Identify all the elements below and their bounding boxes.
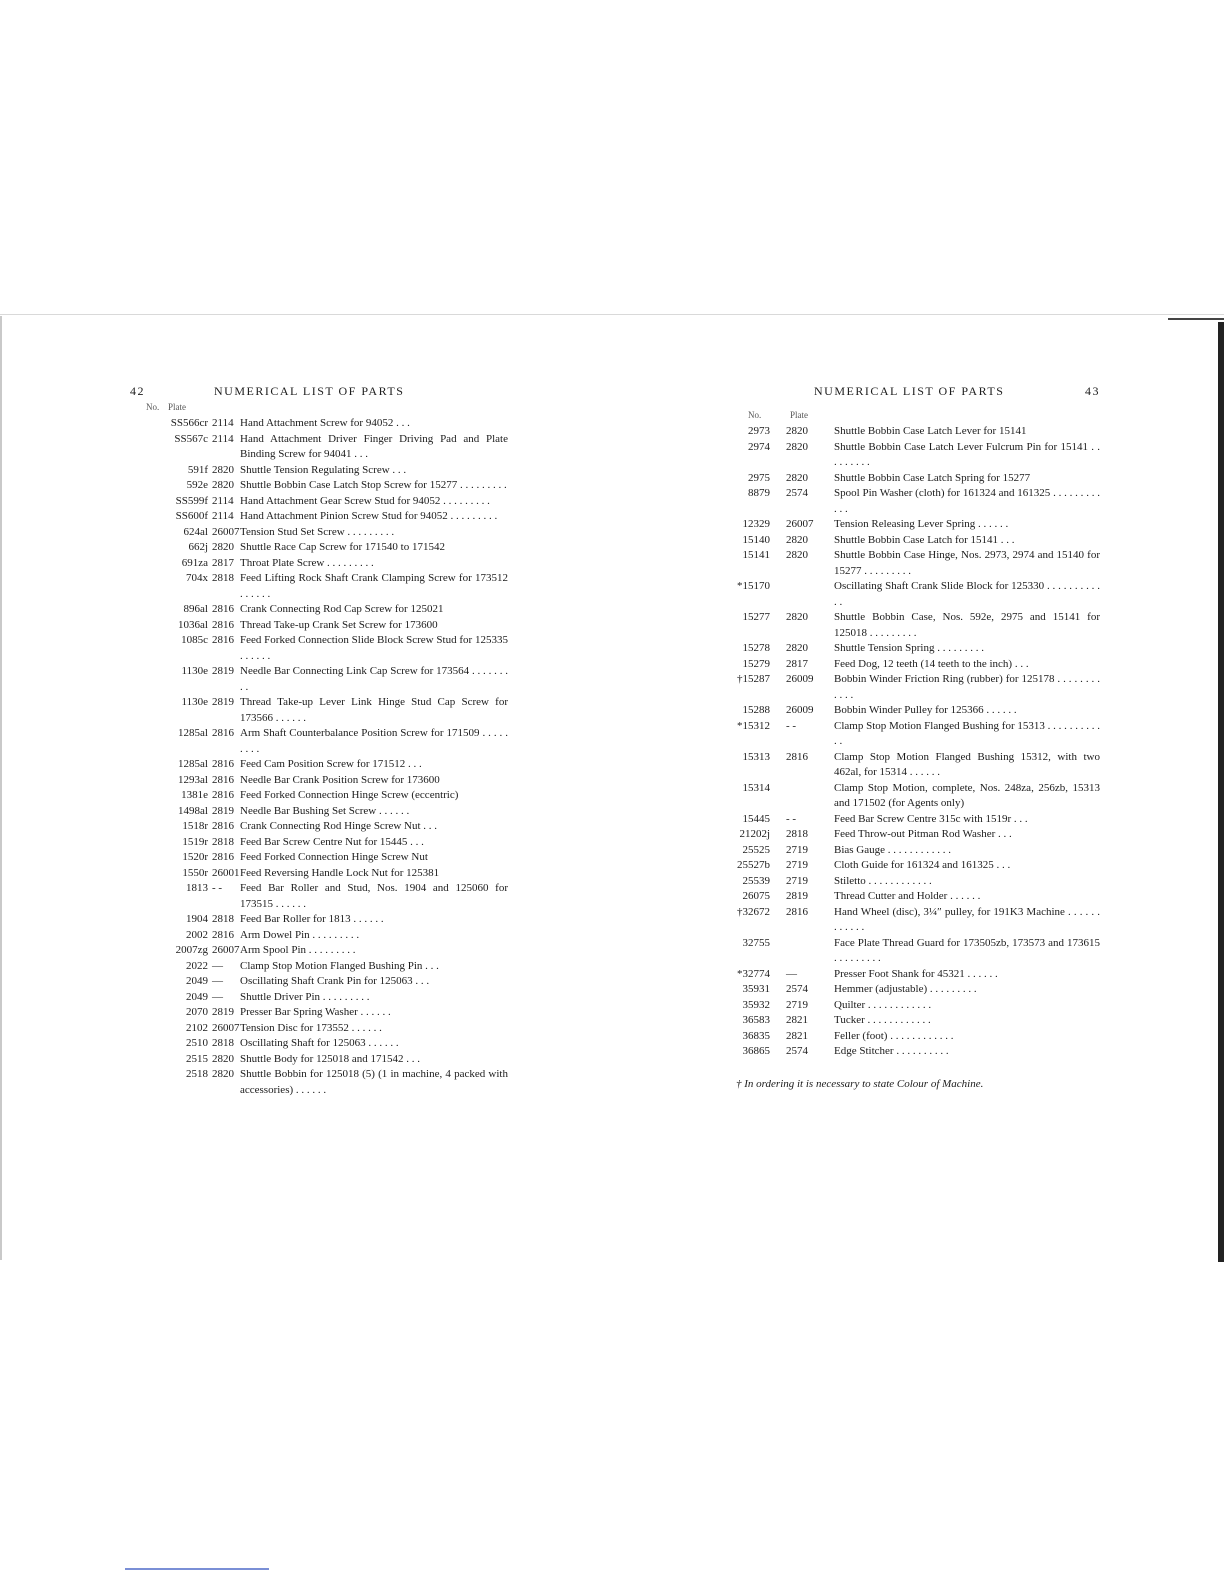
part-row [730, 657, 1100, 673]
part-description: Shuttle Driver Pin . . . . . . . . . [240, 990, 370, 1003]
plate-number: 2819 [786, 890, 808, 902]
part-row [730, 858, 1100, 874]
scan-top-right-mark [1168, 318, 1224, 320]
part-number: 592e [186, 479, 208, 491]
part-row [730, 610, 1100, 641]
part-description: Feed Throw-out Pitman Rod Washer . . . [834, 828, 1012, 840]
part-number: 1285al [178, 727, 208, 739]
part-description: Shuttle Bobbin Case Latch Stop Screw for 15277 . . . . . . . . . [240, 479, 507, 491]
part-number: †15287 [737, 673, 770, 685]
plate-number: 2820 [786, 440, 808, 453]
part-row [730, 889, 1100, 905]
plate-number: 2816 [786, 905, 808, 918]
part-number: 1550r [182, 866, 208, 879]
column-header-no: No. [748, 410, 762, 420]
column-header-no: No. [146, 402, 160, 412]
scan-right-edge [1218, 322, 1224, 1262]
part-description: Bias Gauge . . . . . . . . . . . . [834, 843, 952, 856]
part-row [730, 579, 1100, 610]
part-row [730, 998, 1100, 1014]
part-description: Clamp Stop Motion Flanged Bushing Pin . . . [240, 959, 439, 972]
part-number: *15312 [737, 719, 770, 732]
part-description: Feed Forked Connection Hinge Screw Nut [240, 851, 428, 863]
part-description: Hemmer (adjustable) . . . . . . . . . [834, 983, 977, 995]
part-number: 2002 [186, 928, 208, 941]
part-row [730, 424, 1100, 440]
part-row [128, 1005, 508, 1021]
scan-top-line [0, 314, 1224, 315]
plate-number: 2819 [212, 804, 234, 817]
footnote: † In ordering it is necessary to state Colour of Machine. [736, 1077, 984, 1090]
part-description: Spool Pin Washer (cloth) for 161324 and 161325 . . . . . . . . . . . . [834, 487, 1100, 515]
part-row [730, 843, 1100, 859]
part-description: Shuttle Tension Regulating Screw . . . [240, 463, 407, 476]
part-number: 704x [186, 572, 208, 584]
plate-number: 2820 [212, 1052, 234, 1065]
part-number: 25527b [737, 859, 770, 871]
plate-number: 2820 [212, 1068, 234, 1080]
plate-number: 2719 [786, 843, 808, 856]
part-row [128, 416, 508, 432]
part-description: Shuttle Bobbin Case Hinge, Nos. 2973, 2974 and 15140 for 15277 . . . . . . . . . [834, 549, 1100, 577]
part-row [128, 990, 508, 1006]
scan-left-edge [0, 316, 2, 1260]
part-description: Thread Cutter and Holder . . . . . . [834, 890, 981, 902]
plate-number: 2816 [212, 634, 234, 646]
part-row [730, 874, 1100, 890]
part-row [128, 835, 508, 851]
part-description: Presser Foot Shank for 45321 . . . . . . [834, 967, 998, 980]
plate-number: 26007 [212, 944, 240, 956]
part-row [128, 1067, 508, 1098]
part-description: Feed Forked Connection Hinge Screw (eccentric) [240, 789, 459, 801]
part-number: 35931 [742, 983, 770, 995]
part-number: 591f [187, 463, 208, 476]
part-number: 662j [188, 541, 208, 553]
part-number: SS566cr [170, 417, 208, 429]
part-row [128, 494, 508, 510]
part-number: 26075 [742, 890, 770, 902]
plate-number: 2816 [212, 603, 234, 615]
part-description: Hand Attachment Pinion Screw Stud for 94052 . . . . . . . . . [240, 510, 498, 522]
part-row [128, 804, 508, 820]
part-description: Hand Attachment Gear Screw Stud for 94052 . . . . . . . . . [240, 494, 490, 507]
part-number: 15288 [742, 704, 770, 716]
part-description: Feed Bar Screw Centre Nut for 15445 . . . [240, 835, 424, 848]
part-row [128, 1052, 508, 1068]
part-description: Needle Bar Bushing Set Screw . . . . . . [240, 804, 410, 817]
part-row [128, 618, 508, 634]
part-row [730, 1044, 1100, 1060]
part-number: 1130e [181, 665, 208, 677]
left-page [128, 384, 508, 1098]
part-number: 2007zg [175, 944, 208, 956]
part-description: Oscillating Shaft Crank Pin for 125063 . . . [240, 975, 430, 987]
part-description: Stiletto . . . . . . . . . . . . [834, 874, 932, 887]
part-row [128, 773, 508, 789]
part-row [730, 936, 1100, 967]
part-row [730, 967, 1100, 983]
part-row [730, 440, 1100, 471]
part-number: 1498al [178, 804, 208, 817]
part-description: Thread Take-up Crank Set Screw for 173600 [240, 618, 438, 631]
plate-number: 2816 [212, 928, 234, 941]
plate-number: 2719 [786, 859, 808, 871]
plate-number: 2819 [212, 665, 234, 677]
part-row [730, 1029, 1100, 1045]
plate-number: - - [212, 882, 223, 894]
part-description: Clamp Stop Motion Flanged Bushing 15312, with two 462al, for 15314 . . . . . . [834, 750, 1100, 778]
part-description: Cloth Guide for 161324 and 161325 . . . [834, 859, 1011, 871]
plate-number: 2816 [212, 727, 234, 739]
part-description: Crank Connecting Rod Hinge Screw Nut . . . [240, 820, 438, 832]
part-number: 15313 [742, 750, 770, 763]
part-number: 25539 [742, 874, 770, 887]
part-number: 35932 [742, 998, 770, 1011]
part-description: Shuttle Race Cap Screw for 171540 to 171542 [240, 541, 445, 553]
part-row [128, 928, 508, 944]
part-description: Shuttle Bobbin for 125018 (5) (1 in machine, 4 packed with accessories) . . . . . . [240, 1068, 508, 1096]
part-number: 1519r [182, 835, 208, 848]
plate-number: 2820 [786, 425, 808, 437]
part-number: 1520r [182, 851, 208, 863]
plate-number: 2816 [212, 789, 234, 801]
part-description: Clamp Stop Motion Flanged Bushing for 15313 . . . . . . . . . . . . [834, 719, 1100, 747]
plate-number: — [786, 967, 797, 980]
plate-number: 2816 [212, 758, 234, 770]
part-description: Quilter . . . . . . . . . . . . [834, 998, 932, 1011]
part-number: 15140 [742, 533, 770, 546]
part-row [128, 571, 508, 602]
link-underline [125, 1568, 269, 1570]
part-row [128, 757, 508, 773]
part-row [730, 703, 1100, 719]
part-row [128, 695, 508, 726]
part-row [128, 912, 508, 928]
part-description: Tension Disc for 173552 . . . . . . [240, 1021, 382, 1034]
part-number: 2518 [186, 1068, 208, 1080]
part-row [730, 905, 1100, 936]
plate-number: - - [786, 719, 797, 732]
part-row [730, 517, 1100, 533]
plate-number: 2719 [786, 998, 808, 1011]
plate-number: 2816 [212, 773, 234, 786]
column-header-plate: Plate [168, 402, 186, 412]
plate-number: 2820 [786, 471, 808, 484]
part-row [128, 819, 508, 835]
part-row [730, 641, 1100, 657]
part-row [128, 974, 508, 990]
plate-number: 26001 [212, 866, 240, 879]
part-description: Hand Attachment Screw for 94052 . . . [240, 417, 410, 429]
plate-number: 2114 [212, 494, 234, 507]
part-description: Arm Dowel Pin . . . . . . . . . [240, 928, 360, 941]
part-description: Hand Wheel (disc), 3¼″ pulley, for 191K3 Machine . . . . . . . . . . . . [834, 905, 1100, 933]
left-running-head [128, 384, 508, 402]
part-description: Face Plate Thread Guard for 173505zb, 173573 and 173615 . . . . . . . . . [834, 936, 1100, 964]
part-number: 1813 [186, 882, 208, 894]
part-row [128, 866, 508, 882]
part-description: Feed Dog, 12 teeth (14 teeth to the inch) . . . [834, 657, 1029, 670]
column-headers [730, 410, 1100, 424]
plate-number: 26009 [786, 704, 814, 716]
part-description: Arm Shaft Counterbalance Position Screw for 171509 . . . . . . . . . [240, 727, 508, 755]
part-row [730, 548, 1100, 579]
part-number: SS600f [175, 510, 208, 522]
plate-number: 26007 [212, 1021, 240, 1034]
part-number: 21202j [739, 828, 770, 840]
part-number: 15279 [742, 657, 770, 670]
part-number: SS599f [175, 494, 208, 507]
part-number: 2022 [186, 959, 208, 972]
part-number: 15277 [742, 611, 770, 623]
plate-number: 2820 [786, 549, 808, 561]
part-number: 32755 [742, 936, 770, 949]
part-number: 1904 [186, 913, 208, 925]
part-description: Bobbin Winder Friction Ring (rubber) for 125178 . . . . . . . . . . . . [834, 673, 1100, 701]
part-description: Presser Bar Spring Washer . . . . . . [240, 1006, 391, 1018]
part-row [730, 982, 1100, 998]
plate-number: 26007 [786, 518, 814, 530]
part-number: 12329 [742, 518, 770, 530]
part-description: Oscillating Shaft Crank Slide Block for 125330 . . . . . . . . . . . . [834, 580, 1100, 608]
plate-number: 2816 [212, 820, 234, 832]
part-description: Arm Spool Pin . . . . . . . . . [240, 944, 356, 956]
plate-number: 2817 [212, 556, 234, 569]
part-row [730, 486, 1100, 517]
part-description: Shuttle Bobbin Case Latch Lever Fulcrum Pin for 15141 . . . . . . . . . [834, 440, 1100, 468]
part-row [128, 509, 508, 525]
part-number: 1381e [181, 789, 208, 801]
column-header-plate: Plate [790, 410, 808, 420]
plate-number: 2820 [212, 463, 234, 476]
plate-number: 2816 [786, 750, 808, 763]
part-number: 2049 [186, 975, 208, 987]
part-number: 1518r [182, 820, 208, 832]
parts-list [730, 424, 1100, 1060]
part-row [128, 556, 508, 572]
part-number: 1293al [178, 773, 208, 786]
part-number: 15445 [742, 812, 770, 825]
plate-number: 2574 [786, 983, 808, 995]
part-description: Feed Bar Screw Centre 315c with 1519r . . . [834, 812, 1028, 825]
part-number: 2070 [186, 1006, 208, 1018]
part-number: †32672 [737, 905, 770, 918]
column-headers [128, 402, 508, 416]
part-description: Clamp Stop Motion, complete, Nos. 248za, 256zb, 15313 and 171502 (for Agents only) [834, 781, 1100, 809]
part-description: Bobbin Winder Pulley for 125366 . . . . . . [834, 704, 1017, 716]
plate-number: 2818 [212, 913, 234, 925]
part-row [730, 812, 1100, 828]
page-heading: NUMERICAL LIST OF PARTS [214, 384, 405, 398]
part-number: 15314 [742, 781, 770, 794]
plate-number: — [212, 975, 223, 987]
part-row [730, 1013, 1100, 1029]
part-row [730, 672, 1100, 703]
part-number: 2975 [748, 471, 770, 484]
part-description: Shuttle Bobbin Case Latch Spring for 15277 [834, 471, 1031, 484]
page-heading: NUMERICAL LIST OF PARTS [814, 384, 1005, 398]
part-number: 25525 [742, 843, 770, 856]
part-number: 1130e [181, 696, 208, 708]
right-running-head [730, 384, 1100, 402]
plate-number: 2821 [786, 1029, 808, 1042]
part-number: 2973 [748, 425, 770, 437]
part-description: Feller (foot) . . . . . . . . . . . . [834, 1029, 954, 1042]
page-number: 42 [130, 384, 145, 398]
plate-number: 2820 [786, 642, 808, 654]
part-number: 1036al [178, 618, 208, 631]
plate-number: 2819 [212, 696, 234, 708]
part-row [128, 540, 508, 556]
part-number: 896al [183, 603, 208, 615]
part-number: 1285al [178, 758, 208, 770]
part-row [730, 781, 1100, 812]
plate-number: — [212, 959, 223, 972]
part-number: SS567c [174, 432, 208, 445]
plate-number: 2820 [212, 541, 234, 553]
plate-number: 2574 [786, 1045, 808, 1057]
part-description: Thread Take-up Lever Link Hinge Stud Cap Screw for 173566 . . . . . . [240, 696, 508, 724]
part-description: Shuttle Body for 125018 and 171542 . . . [240, 1052, 420, 1065]
part-description: Shuttle Bobbin Case Latch for 15141 . . . [834, 533, 1015, 546]
part-number: 2102 [186, 1021, 208, 1034]
part-description: Feed Lifting Rock Shaft Crank Clamping Screw for 173512 . . . . . . [240, 572, 508, 600]
part-number: 2974 [748, 440, 770, 453]
part-row [128, 463, 508, 479]
part-description: Feed Forked Connection Slide Block Screw Stud for 125335 . . . . . . [240, 634, 508, 662]
part-description: Shuttle Bobbin Case Latch Lever for 15141 [834, 425, 1027, 437]
part-number: 691za [181, 556, 208, 569]
part-number: 8879 [748, 487, 770, 499]
part-number: 15278 [742, 642, 770, 654]
part-description: Tucker . . . . . . . . . . . . [834, 1014, 931, 1026]
plate-number: 26009 [786, 673, 814, 685]
part-number: 36835 [742, 1029, 770, 1042]
part-row [128, 478, 508, 494]
part-row [128, 1021, 508, 1037]
part-row [128, 943, 508, 959]
part-description: Feed Cam Position Screw for 171512 . . . [240, 758, 422, 770]
plate-number: 2820 [212, 479, 234, 491]
part-description: Tension Stud Set Screw . . . . . . . . . [240, 525, 395, 538]
part-row [128, 664, 508, 695]
plate-number: 2818 [212, 1037, 234, 1049]
part-description: Edge Stitcher . . . . . . . . . . [834, 1045, 949, 1057]
plate-number: 2114 [212, 417, 234, 429]
parts-list [128, 416, 508, 1098]
page-number: 43 [1085, 384, 1100, 398]
part-description: Needle Bar Crank Position Screw for 173600 [240, 773, 440, 786]
plate-number: 2818 [212, 835, 234, 848]
part-row [128, 850, 508, 866]
plate-number: 2574 [786, 487, 808, 499]
part-description: Crank Connecting Rod Cap Screw for 125021 [240, 603, 444, 615]
part-row [128, 959, 508, 975]
part-description: Oscillating Shaft for 125063 . . . . . . [240, 1037, 399, 1049]
part-row [128, 1036, 508, 1052]
part-row [128, 788, 508, 804]
plate-number: 2816 [212, 851, 234, 863]
part-description: Feed Bar Roller for 1813 . . . . . . [240, 913, 384, 925]
part-number: *32774 [737, 967, 770, 980]
part-row [730, 471, 1100, 487]
part-row [730, 533, 1100, 549]
part-row [730, 719, 1100, 750]
plate-number: — [212, 990, 223, 1003]
plate-number: 2816 [212, 618, 234, 631]
plate-number: 2114 [212, 432, 234, 445]
part-description: Tension Releasing Lever Spring . . . . . . [834, 518, 1009, 530]
part-number: 2049 [186, 990, 208, 1003]
plate-number: 26007 [212, 525, 240, 538]
part-description: Feed Bar Roller and Stud, Nos. 1904 and 125060 for 173515 . . . . . . [240, 882, 508, 910]
part-row [128, 726, 508, 757]
plate-number: 2114 [212, 510, 234, 522]
part-number: 2515 [186, 1052, 208, 1065]
part-number: 1085c [181, 634, 208, 646]
part-row [128, 602, 508, 618]
part-number: *15170 [737, 580, 770, 592]
plate-number: 2818 [212, 572, 234, 584]
plate-number: 2818 [786, 828, 808, 840]
plate-number: 2817 [786, 657, 808, 670]
part-description: Shuttle Bobbin Case, Nos. 592e, 2975 and 15141 for 125018 . . . . . . . . . [834, 611, 1100, 639]
part-description: Feed Reversing Handle Lock Nut for 125381 [240, 866, 440, 879]
part-description: Throat Plate Screw . . . . . . . . . [240, 556, 374, 569]
part-description: Needle Bar Connecting Link Cap Screw for 173564 . . . . . . . . . [240, 665, 508, 693]
part-row [128, 432, 508, 463]
part-description: Hand Attachment Driver Finger Driving Pad and Plate Binding Screw for 94041 . . . [240, 432, 508, 460]
part-row [730, 750, 1100, 781]
plate-number: 2820 [786, 533, 808, 546]
part-description: Shuttle Tension Spring . . . . . . . . . [834, 642, 984, 654]
part-row [128, 633, 508, 664]
plate-number: 2819 [212, 1006, 234, 1018]
part-number: 624al [183, 525, 208, 538]
part-number: 36583 [742, 1014, 770, 1026]
right-page [730, 384, 1100, 1090]
part-number: 2510 [186, 1037, 208, 1049]
plate-number: 2719 [786, 874, 808, 887]
part-row [128, 881, 508, 912]
part-row [730, 827, 1100, 843]
plate-number: 2820 [786, 611, 808, 623]
plate-number: - - [786, 812, 797, 825]
part-row [128, 525, 508, 541]
plate-number: 2821 [786, 1014, 808, 1026]
part-number: 36865 [742, 1045, 770, 1057]
part-number: 15141 [742, 549, 770, 561]
